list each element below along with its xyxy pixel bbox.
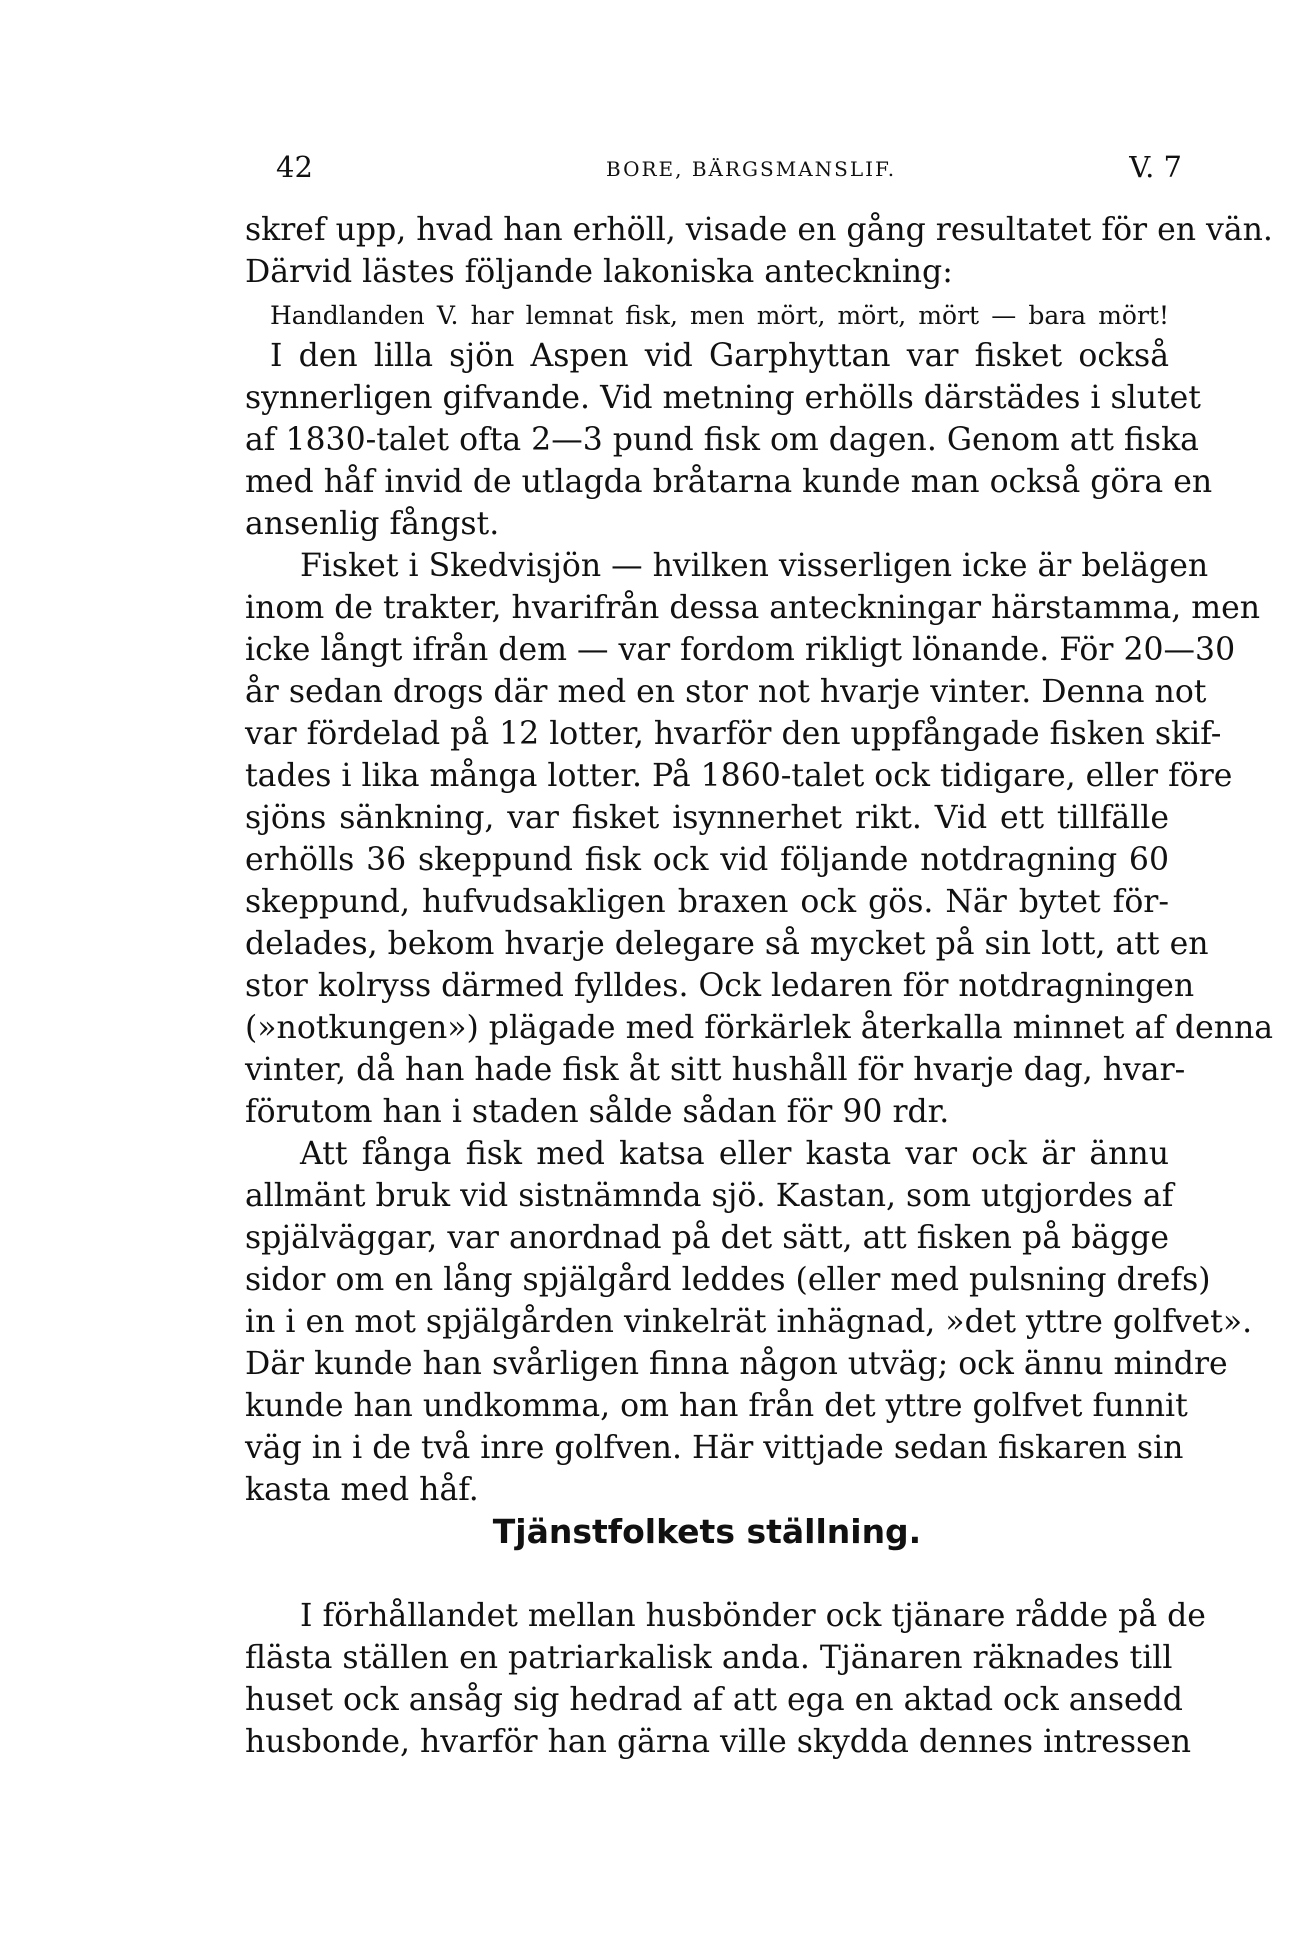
text-line: tades i lika många lotter. På 1860-talet ock tidigare, eller före xyxy=(245,758,1233,794)
text-line: med håf invid de utlagda bråtarna kunde man också göra en xyxy=(245,464,1213,500)
paragraph-start: I den lilla sjön Aspen vid Garphyttan var fisket också xyxy=(270,338,1169,374)
text-line: kasta med håf. xyxy=(245,1472,479,1508)
text-line: skeppund, hufvudsakligen braxen ock gös. När bytet för- xyxy=(245,884,1169,920)
text-line: skref upp, hvad han erhöll, visade en gång resultatet för en vän. xyxy=(245,212,1273,248)
text-line: delades, bekom hvarje delegare så mycket på sin lott, att en xyxy=(245,926,1209,962)
paragraph-start: Att fånga fisk med katsa eller kasta var ock är ännu xyxy=(300,1136,1169,1172)
text-line: in i en mot spjälgården vinkelrät inhägnad, »det yttre golfvet». xyxy=(245,1304,1253,1340)
text-line: erhölls 36 skeppund fisk ock vid följande notdragning 60 xyxy=(245,842,1169,878)
text-line: allmänt bruk vid sistnämnda sjö. Kastan, som utgjordes af xyxy=(245,1178,1174,1214)
text-line: ansenlig fångst. xyxy=(245,506,500,542)
quoted-note: Handlanden V. har lemnat fisk, men mört, mört, mört — bara mört! xyxy=(270,301,1169,330)
text-line: sidor om en lång spjälgård leddes (eller med pulsning drefs) xyxy=(245,1262,1211,1298)
text-line: husbonde, hvarför han gärna ville skydda dennes intressen xyxy=(245,1724,1192,1760)
text-line: synnerligen gifvande. Vid metning erhölls därstädes i slutet xyxy=(245,380,1201,416)
text-line: kunde han undkomma, om han från det yttre golfvet funnit xyxy=(245,1388,1188,1424)
signature-mark: V. 7 xyxy=(1129,150,1182,184)
text-line: inom de trakter, hvarifrån dessa anteckningar härstamma, men xyxy=(245,590,1261,626)
text-line: Där kunde han svårligen finna någon utväg; ock ännu mindre xyxy=(245,1346,1228,1382)
text-line: förutom han i staden sålde sådan för 90 rdr. xyxy=(245,1094,950,1130)
text-line: flästa ställen en patriarkalisk anda. Tjänaren räknades till xyxy=(245,1640,1173,1676)
text-line: af 1830-talet ofta 2—3 pund fisk om dagen. Genom att fiska xyxy=(245,422,1199,458)
text-line: år sedan drogs där med en stor not hvarje vinter. Denna not xyxy=(245,674,1207,710)
section-heading: Tjänstfolkets ställning. xyxy=(492,1512,922,1551)
text-line: stor kolryss därmed fylldes. Ock ledaren för notdragningen xyxy=(245,968,1195,1004)
paragraph-start: I förhållandet mellan husbönder ock tjänare rådde på de xyxy=(300,1598,1206,1634)
page-number: 42 xyxy=(276,150,313,184)
text-line: var fördelad på 12 lotter, hvarför den uppfångade fisken skif- xyxy=(245,716,1222,752)
text-line: Därvid lästes följande lakoniska anteckning: xyxy=(245,254,953,290)
running-head xyxy=(242,150,1182,190)
paragraph-start: Fisket i Skedvisjön — hvilken visserligen icke är belägen xyxy=(300,548,1209,584)
text-line: huset ock ansåg sig hedrad af att ega en aktad ock ansedd xyxy=(245,1682,1183,1718)
text-line: sjöns sänkning, var fisket isynnerhet rikt. Vid ett tillfälle xyxy=(245,800,1169,836)
text-line: väg in i de två inre golfven. Här vittjade sedan fiskaren sin xyxy=(245,1430,1184,1466)
text-line: icke långt ifrån dem — var fordom rikligt lönande. För 20—30 xyxy=(245,632,1236,668)
text-line: spjälväggar, var anordnad på det sätt, att fisken på bägge xyxy=(245,1220,1169,1256)
text-line: (»notkungen») plägade med förkärlek återkalla minnet af denna xyxy=(245,1010,1274,1046)
text-line: vinter, då han hade fisk åt sitt hushåll för hvarje dag, hvar- xyxy=(245,1052,1186,1088)
running-title: BORE, BÄRGSMANSLIF. xyxy=(606,157,897,181)
